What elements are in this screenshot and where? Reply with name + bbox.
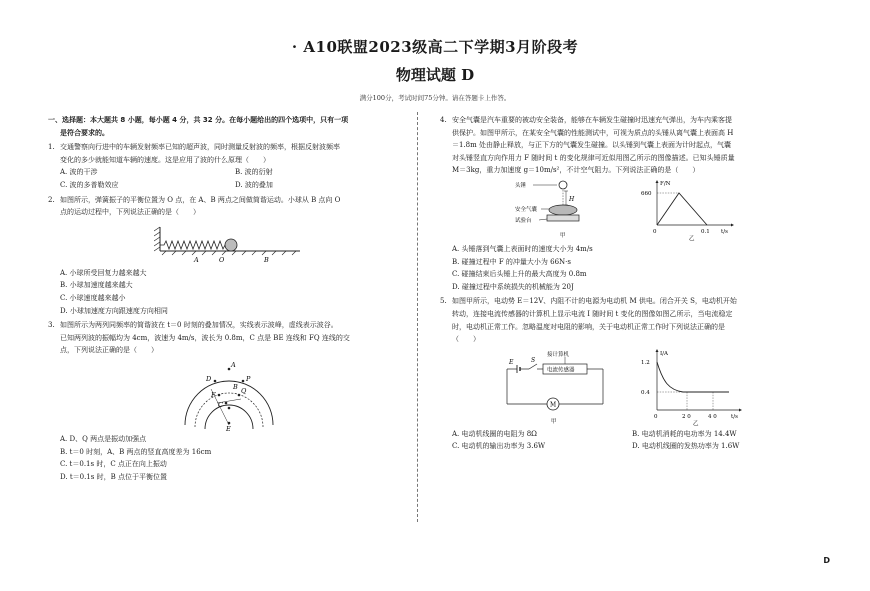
airbag	[549, 205, 577, 215]
option-a[interactable]: A. 电动机线圈的电阻为 8Ω	[452, 429, 537, 438]
force-curve	[657, 193, 707, 225]
section-title	[48, 114, 410, 139]
point-label-b: B	[233, 382, 238, 391]
wall-hatch	[154, 227, 160, 251]
computer-label: 接计算机	[547, 351, 570, 358]
point-label-p: P	[246, 374, 251, 383]
trough-arc	[229, 393, 263, 427]
ball	[225, 239, 237, 251]
option-a[interactable]: A. 波的干涉	[60, 168, 98, 177]
question-number: 2.	[48, 195, 55, 204]
emf-label: E	[509, 358, 514, 366]
section-title-line: 是符合要求的。	[60, 128, 109, 137]
page-mark: D	[823, 556, 830, 565]
question-text: 交通警察向行进中的车辆发射频率已知的超声波，同时测量反射波的频率，根据反射波频率	[60, 143, 340, 152]
question-number: 5.	[440, 297, 447, 306]
x-tick-0-1: 0.1	[701, 228, 710, 235]
option-b[interactable]: B. 电动机消耗的电功率为 14.4W	[632, 429, 737, 438]
airbag-setup-figure-jia	[513, 179, 613, 241]
option-d[interactable]: D. 碰撞过程中系统损失的机械能为 20J	[452, 282, 574, 291]
question-number: 1.	[48, 143, 55, 152]
current-curve	[657, 362, 729, 392]
motor-label: M	[550, 401, 557, 409]
question-text: 时，电动机正常工作。忽略温度对电阻的影响，关于电动机正常工作时下列说法正确的是	[452, 322, 725, 331]
option-row	[48, 166, 410, 179]
option-b[interactable]: B. 小球加速度越来越大	[60, 281, 133, 290]
switch-label: S	[531, 356, 536, 364]
question-text: 如图所示为两列同频率的简谐波在 t＝0 时刻的叠加情况，实线表示波峰，虚线表示波谷。	[60, 321, 338, 330]
spring	[160, 241, 229, 249]
test-bench	[547, 215, 579, 221]
point-label-b: B	[264, 255, 269, 264]
question-number: 4.	[440, 116, 447, 124]
wave-interference-figure	[179, 359, 279, 431]
y-tick-1-2: 1.2	[641, 359, 650, 366]
option-d[interactable]: D. 小球加速度方向跟速度方向相同	[60, 306, 168, 315]
question-5	[440, 295, 812, 453]
point-label-f: F	[211, 390, 216, 399]
option-row	[440, 428, 812, 441]
x-tick-4-0: 4 0	[708, 413, 717, 420]
option-d[interactable]: D. t＝0.1s 时，B 点位于平衡位置	[60, 472, 167, 481]
x-tick-0: 0	[654, 413, 658, 420]
figure-caption-jia: 甲	[560, 232, 566, 239]
ground-hatch	[162, 251, 296, 255]
circuit-figure-jia	[503, 348, 615, 426]
question-text: 如图所示，弹簧振子的平衡位置为 O 点，在 A、B 两点之间做简谐运动。小球从 B 点向 O	[60, 195, 341, 204]
point-label-d: D	[206, 374, 212, 383]
option-d[interactable]: D. 电动机线圈的发热功率为 1.6W	[632, 442, 740, 451]
point-label-o: O	[219, 255, 225, 264]
q5-figures	[440, 348, 812, 426]
point-label-a: A	[231, 360, 236, 369]
option-a[interactable]: A. 头锤落到气囊上表面时的速度大小为 4m/s	[452, 244, 593, 253]
question-text: 安全气囊是汽车重要的被动安全装备，能够在车辆发生碰撞时迅速充气弹出，为车内乘客提	[452, 116, 732, 124]
x-axis-label: t/s	[721, 228, 728, 235]
exam-title: · A10联盟2023级高二下学期3月阶段考	[291, 38, 579, 56]
point-label-c: C	[218, 400, 223, 409]
y-axis-label: I/A	[660, 350, 668, 357]
column-divider	[417, 112, 418, 522]
option-c[interactable]: C. 小球速度越来越小	[60, 293, 126, 302]
question-4	[440, 114, 812, 293]
exam-subtitle: 物理试题 D	[395, 66, 475, 84]
question-text: 供保护。如图甲所示，在某安全气囊的性能测试中，可视为质点的头锤从离气囊上表面高 H	[452, 128, 734, 137]
figure-caption-yi: 乙	[689, 235, 695, 241]
left-column	[48, 114, 410, 483]
height-label: H	[569, 195, 575, 203]
airbag-label: 安全气囊	[515, 206, 538, 213]
q4-figures	[440, 179, 812, 241]
option-b[interactable]: B. 碰撞过程中 F 的冲量大小为 66N·s	[452, 257, 571, 266]
option-c[interactable]: C. 波的多普勒效应	[60, 180, 119, 189]
crest-arc	[229, 405, 253, 429]
head-label: 头锤	[515, 182, 527, 189]
bench-label: 试验台	[515, 217, 532, 224]
question-1	[48, 141, 410, 191]
y-tick-660: 660	[641, 190, 652, 197]
question-text: ＝1.8m 处由静止释放，与正下方的气囊发生碰撞。以头锤到气囊上表面为计时起点，气囊	[452, 141, 731, 150]
point-label-e: E	[226, 424, 231, 431]
x-axis-label: t/s	[731, 413, 738, 420]
question-text: 变化的多少就能知道车辆的速度。这是应用了波的什么原理（ ）	[60, 155, 270, 164]
option-d[interactable]: D. 波的叠加	[235, 180, 273, 189]
question-text: （ ）	[452, 335, 480, 344]
y-axis-label: F/N	[660, 180, 671, 187]
point-label-q: Q	[241, 386, 247, 395]
option-b[interactable]: B. 波的衍射	[235, 168, 273, 177]
question-text: M＝3kg，重力加速度 g＝10m/s²，不计空气阻力。下列说法正确的是（ ）	[452, 166, 700, 175]
exam-note: 满分100分，考试时间75分钟。请在答题卡上作答。	[359, 94, 511, 102]
figure-caption-yi: 乙	[693, 420, 699, 426]
option-row	[48, 179, 410, 192]
question-text: 点的运动过程中，下列说法正确的是（ ）	[60, 208, 200, 217]
x-tick-0: 0	[653, 228, 657, 235]
head-ball	[559, 181, 567, 189]
option-a[interactable]: A. D、Q 两点是振动加强点	[60, 434, 147, 443]
x-tick-2-0: 2 0	[682, 413, 691, 420]
option-a[interactable]: A. 小球所受回复力越来越大	[60, 268, 147, 277]
current-time-chart-yi	[637, 348, 749, 426]
force-time-chart-yi	[639, 179, 739, 241]
option-c[interactable]: C. 电动机的输出功率为 3.6W	[452, 442, 546, 451]
question-text: 如图甲所示，电动势 E＝12V、内阻不计的电源为电动机 M 供电。闭合开关 S，电动机开始	[452, 297, 737, 306]
right-column	[440, 114, 812, 453]
sensor-label: 电流传感器	[547, 367, 575, 374]
figure-caption-jia: 甲	[551, 418, 557, 425]
switch	[529, 364, 537, 369]
option-c[interactable]: C. t＝0.1s 时，C 点正在向上振动	[60, 460, 167, 469]
question-text: 已知两列波的振幅均为 4cm，波速为 4m/s，波长为 0.8m，C 点是 BE 连线和 FQ 连线的交	[60, 333, 350, 342]
option-b[interactable]: B. t＝0 时刻，A、B 两点的竖直高度差为 16cm	[60, 447, 212, 456]
option-c[interactable]: C. 碰撞结束后头锤上升的最大高度为 0.8m	[452, 270, 587, 279]
question-number: 3.	[48, 321, 55, 330]
question-3	[48, 319, 410, 483]
question-text: 转动，连接电流传感器的计算机上显示电流 I 随时间 t 变化的图像如图乙所示，当电流稳定	[452, 309, 733, 318]
question-text: 对头锤竖直方向作用力 F 随时间 t 的变化规律可近似用图乙所示的图像描述。已知头锤质量	[452, 153, 735, 162]
point-label-a: A	[194, 255, 199, 264]
option-row	[440, 440, 812, 453]
question-text: 点，下列说法正确的是（ ）	[60, 346, 158, 355]
section-title-line: 一、选择题：本大题共 8 小题，每小题 4 分，共 32 分。在每小题给出的四个选项中，只有一项	[48, 116, 349, 124]
question-2	[48, 194, 410, 318]
y-tick-0-4: 0.4	[641, 389, 650, 396]
spring-oscillator-figure	[154, 221, 304, 265]
